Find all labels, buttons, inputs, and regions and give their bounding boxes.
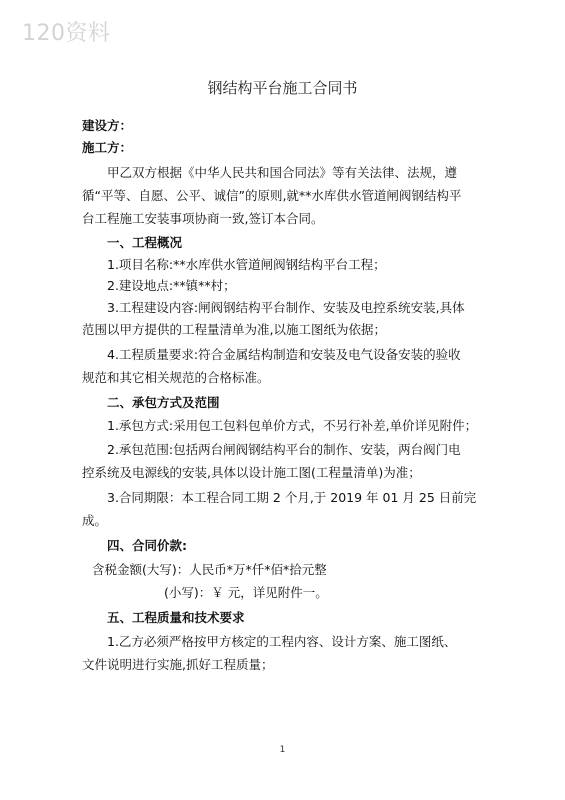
paragraph-line: 规范和其它相关规范的合格标准。 (82, 370, 270, 385)
watermark-logo: 120资料 (22, 21, 111, 46)
price-uppercase-line: 含税金额(大写)：人民币*万*仟*佰*拾元整 (92, 562, 327, 577)
document-title: 钢结构平台施工合同书 (207, 79, 358, 97)
paragraph-line: 2.建设地点:**镇**村； (107, 278, 236, 293)
paragraph-line: 控系统及电源线的安装,具体以设计施工图(工程量清单)为准； (82, 465, 421, 480)
paragraph-line: 4.工程质量要求:符合金属结构制造和安装及电气设备安装的验收 (107, 347, 461, 362)
contractor-label: 施工方： (82, 140, 133, 155)
preamble-line: 循“平等、自愿、公平、诚信”的原则,就**水库供水管道闸阀钢结构平 (82, 188, 462, 203)
section-heading-price: 四、合同价款: (107, 538, 187, 553)
paragraph-line: 文件说明进行实施,抓好工程质量； (82, 657, 274, 672)
section-heading-contract-method: 二、承包方式及范围 (107, 395, 220, 410)
paragraph-line: 1.项目名称:**水库供水管道闸阀钢结构平台工程； (107, 257, 386, 272)
paragraph-line: 1.乙方必须严格按甲方核定的工程内容、设计方案、施工图纸、 (107, 634, 457, 649)
paragraph-line: 3.工程建设内容:闸阀钢结构平台制作、安装及电控系统安装,具体 (107, 300, 465, 315)
preamble-line: 台工程施工安装事项协商一致,签订本合同。 (82, 211, 324, 226)
paragraph-line: 2.承包范围:包括两台闸阀钢结构平台的制作、安装，两台阀门电 (107, 442, 461, 457)
paragraph-line: 成。 (82, 513, 108, 528)
paragraph-line: 3.合同期限：本工程合同工期 2 个月,于 2019 年 01 月 25 日前完 (107, 490, 477, 505)
paragraph-line: 范围以甲方提供的工程量清单为准,以施工图纸为依据； (82, 322, 386, 337)
builder-label: 建设方： (82, 118, 133, 133)
section-heading-quality: 五、工程质量和技术要求 (107, 610, 245, 625)
price-lowercase-line: (小写)：￥ 元，详见附件一。 (164, 585, 328, 600)
section-heading-overview: 一、工程概况 (107, 235, 183, 250)
page-number: 1 (279, 745, 286, 755)
preamble-line: 甲乙双方根据《中华人民共和国合同法》等有关法律、法规，遵 (107, 165, 458, 180)
paragraph-line: 1.承包方式:采用包工包料包单价方式，不另行补差,单价详见附件； (107, 418, 478, 433)
